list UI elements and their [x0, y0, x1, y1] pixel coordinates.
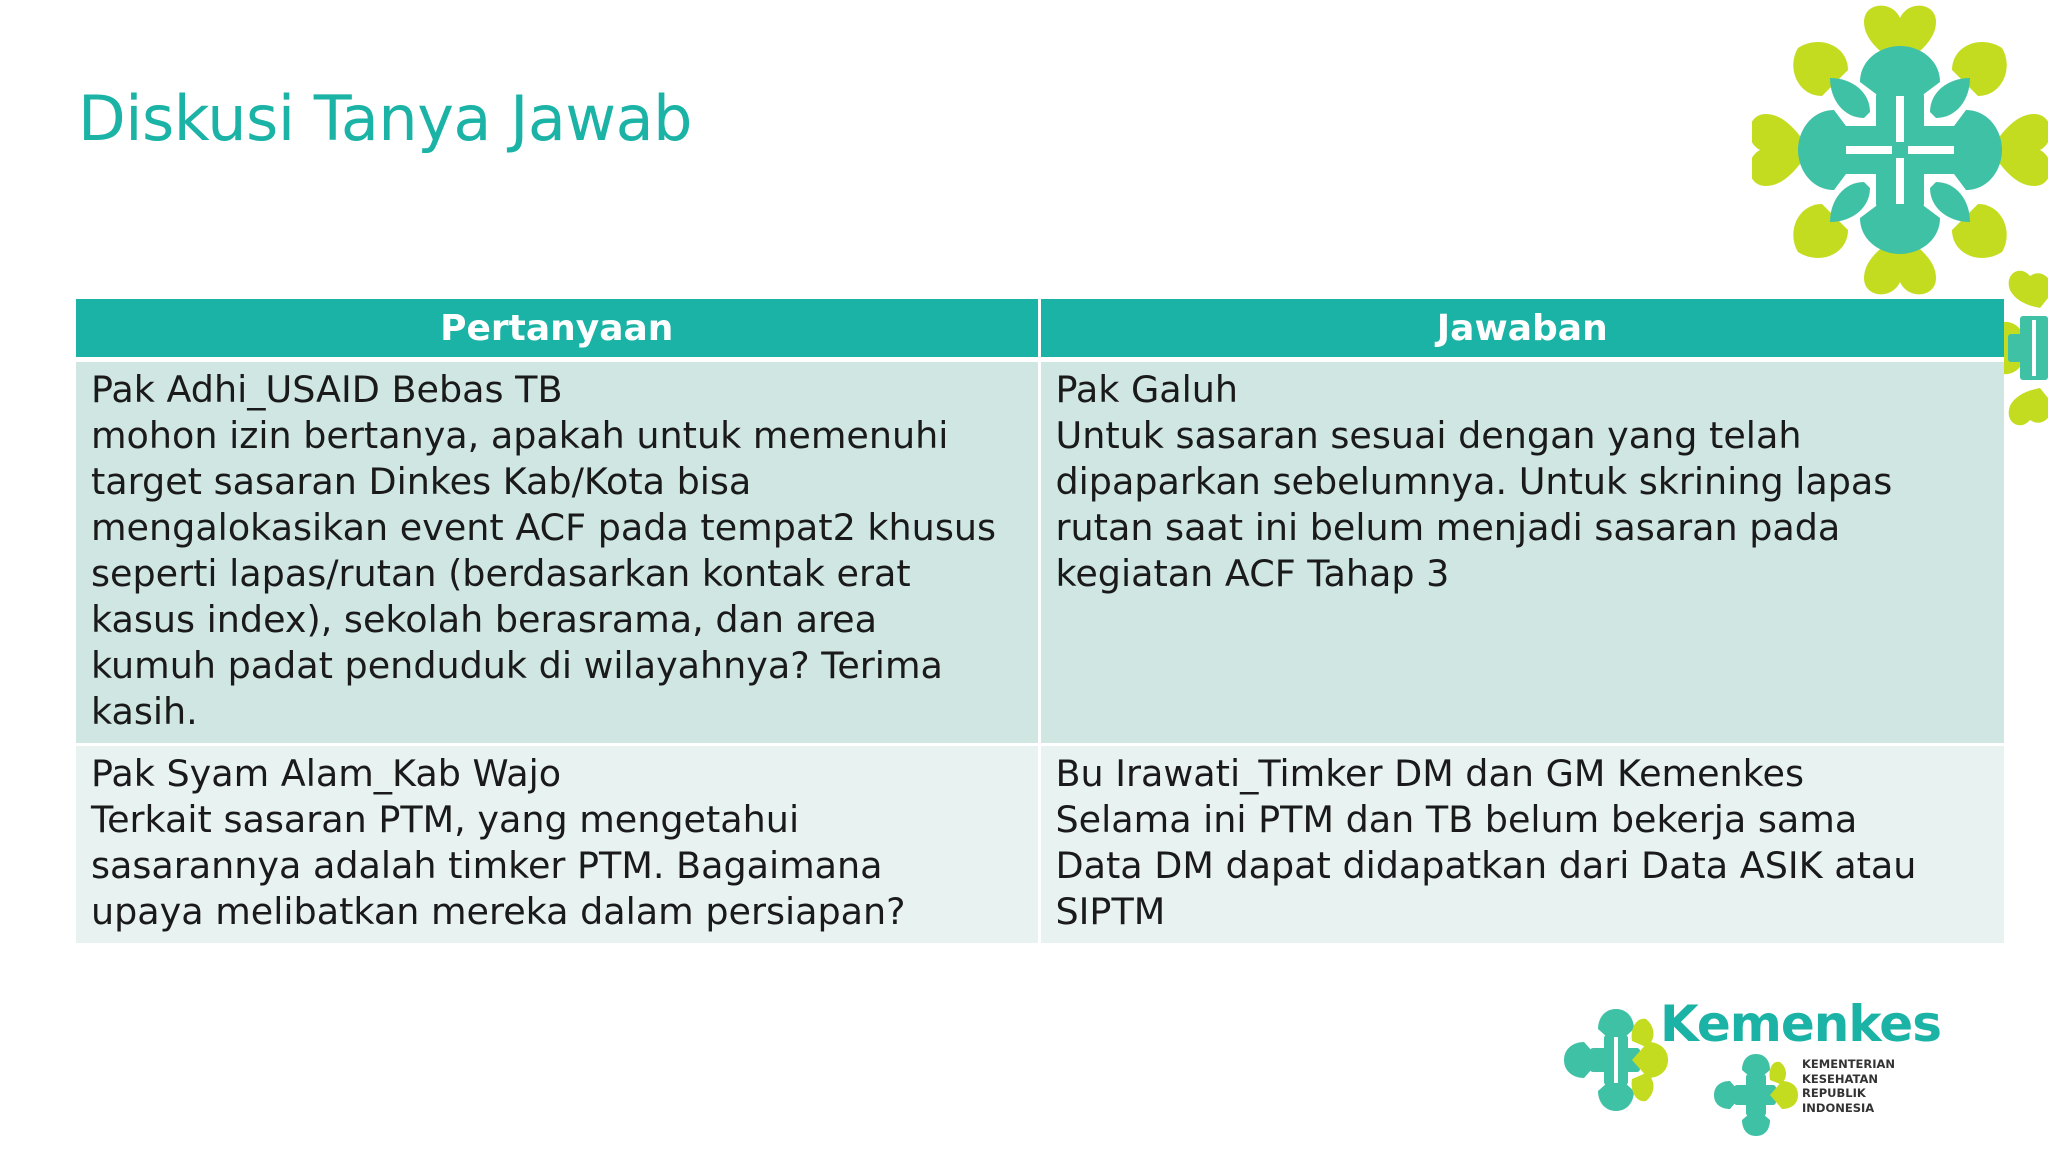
- flower-ornament-icon: [1752, 0, 2048, 300]
- kemenkes-subtitle-line: REPUBLIK: [1802, 1086, 1866, 1100]
- kemenkes-subtitle: [1802, 1057, 1895, 1115]
- question-line: mohon izin bertanya, apakah untuk memenuhi: [91, 414, 949, 457]
- kemenkes-subtitle-line: INDONESIA: [1802, 1100, 1875, 1115]
- question-line: upaya melibatkan mereka dalam persiapan?: [91, 890, 906, 933]
- question-line: kasih.: [91, 690, 198, 733]
- question-cell: [76, 745, 1039, 945]
- table-row: [76, 360, 2004, 745]
- kemenkes-flower-small-icon: [1710, 1050, 1802, 1140]
- slide-title: Diskusi Tanya Jawab: [78, 82, 692, 155]
- question-line: target sasaran Dinkes Kab/Kota bisa: [91, 460, 752, 503]
- answer-line: SIPTM: [1055, 890, 1166, 933]
- table-row: [76, 745, 2004, 945]
- table-header-row: [76, 299, 2004, 360]
- kemenkes-wordmark: Kemenkes: [1660, 995, 1941, 1053]
- question-asker: Pak Syam Alam_Kab Wajo: [91, 752, 562, 795]
- kemenkes-logo: [1560, 995, 1940, 1135]
- answer-line: dipaparkan sebelumnya. Untuk skrining lapas: [1055, 460, 1893, 503]
- answer-line: Data DM dapat didapatkan dari Data ASIK atau: [1055, 844, 1917, 887]
- answer-line: rutan saat ini belum menjadi sasaran pada: [1055, 506, 1841, 549]
- answer-line: Untuk sasaran sesuai dengan yang telah: [1055, 414, 1802, 457]
- question-line: seperti lapas/rutan (berdasarkan kontak erat: [91, 552, 911, 595]
- center-square: [1892, 142, 1908, 158]
- header-pertanyaan: Pertanyaan: [76, 299, 1039, 360]
- header-jawaban: Jawaban: [1039, 299, 2004, 360]
- kemenkes-subtitle-line: KEMENTERIAN: [1802, 1057, 1896, 1071]
- kemenkes-subtitle-line: KESEHATAN: [1802, 1071, 1879, 1086]
- question-line: kasus index), sekolah berasrama, dan area: [91, 598, 877, 641]
- question-line: kumuh padat penduduk di wilayahnya? Terima: [91, 644, 943, 687]
- answer-responder: Pak Galuh: [1055, 368, 1239, 411]
- qa-table: [76, 299, 2004, 946]
- question-line: Terkait sasaran PTM, yang mengetahui: [91, 798, 800, 841]
- question-line: sasarannya adalah timker PTM. Bagaimana: [91, 844, 883, 887]
- answer-line: kegiatan ACF Tahap 3: [1055, 552, 1450, 595]
- kemenkes-flower-icon: [1560, 1005, 1672, 1115]
- answer-cell: [1039, 360, 2004, 745]
- answer-responder: Bu Irawati_Timker DM dan GM Kemenkes: [1055, 752, 1804, 795]
- question-asker: Pak Adhi_USAID Bebas TB: [91, 368, 563, 411]
- answer-cell: [1039, 745, 2004, 945]
- answer-line: Selama ini PTM dan TB belum bekerja sama: [1055, 798, 1858, 841]
- question-cell: [76, 360, 1039, 745]
- question-line: mengalokasikan event ACF pada tempat2 khusus: [91, 506, 996, 549]
